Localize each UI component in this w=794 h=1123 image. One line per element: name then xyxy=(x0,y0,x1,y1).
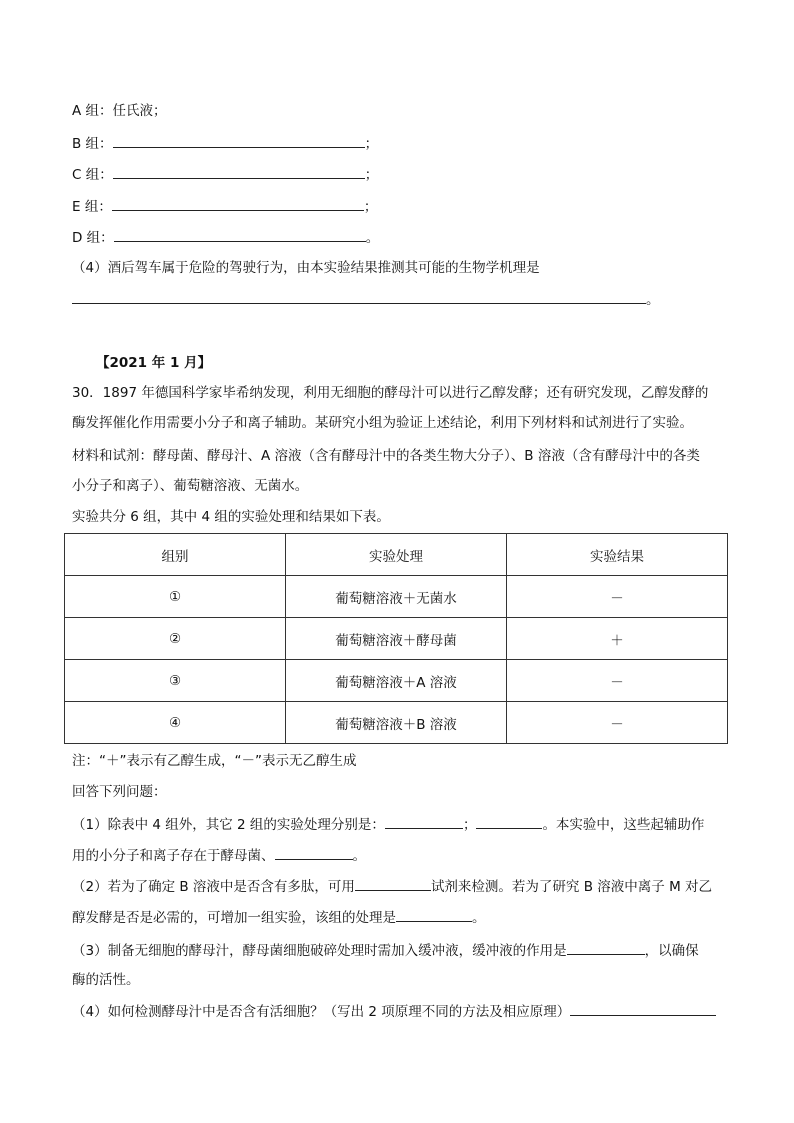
cell-group: ① xyxy=(65,576,286,618)
header-treatment: 实验处理 xyxy=(286,534,507,576)
table-row xyxy=(65,660,728,702)
q3-line-1 xyxy=(72,940,699,961)
cell-treatment: 葡萄糖溶液＋无菌水 xyxy=(286,576,507,618)
period: 。 xyxy=(646,292,660,308)
q2-blank-1[interactable] xyxy=(355,876,431,891)
q1-text-e: 。 xyxy=(352,848,366,864)
table-header-row xyxy=(65,534,728,576)
q1-line-2 xyxy=(72,845,366,866)
cell-treatment: 葡萄糖溶液＋A 溶液 xyxy=(286,660,507,702)
section-heading: 【2021 年 1 月】 xyxy=(96,355,212,371)
prev-q4-text: （4）酒后驾车属于危险的驾驶行为，由本实验结果推测其可能的生物学机理是 xyxy=(72,260,540,276)
q3-blank[interactable] xyxy=(567,940,645,955)
group-d-line xyxy=(72,227,379,248)
semicolon: ； xyxy=(364,167,379,183)
group-c-label: C 组： xyxy=(72,167,113,183)
q4-line xyxy=(72,1001,716,1022)
group-c-line xyxy=(72,164,378,185)
problem-intro-line-1: 30．1897 年德国科学家毕希纳发现，利用无细胞的酵母汁可以进行乙醇发酵；还有研究发现，乙醇发酵的 xyxy=(72,385,709,401)
q2-text-b: 试剂来检测。若为了研究 B 溶液中离子 M 对乙 xyxy=(430,879,713,895)
cell-result: － xyxy=(507,576,728,618)
group-a-line xyxy=(72,101,167,121)
q3-text-a: （3）制备无细胞的酵母汁，酵母菌细胞破碎处理时需加入缓冲液，缓冲液的作用是 xyxy=(72,943,567,959)
cell-group: ② xyxy=(65,618,286,660)
q4-text: （4）如何检测酵母汁中是否含有活细胞？（写出 2 项原理不同的方法及相应原理） xyxy=(72,1004,571,1020)
cell-treatment: 葡萄糖溶液＋酵母菌 xyxy=(286,618,507,660)
materials-line-1: 材料和试剂：酵母菌、酵母汁、A 溶液（含有酵母汁中的各类生物大分子）、B 溶液（含有酵母汁中的各类 xyxy=(72,448,700,464)
table-row xyxy=(65,702,728,744)
table-note: 注：“＋”表示有乙醇生成，“－”表示无乙醇生成 xyxy=(72,753,357,769)
materials-line-2: 小分子和离子）、葡萄糖溶液、无菌水。 xyxy=(72,478,309,494)
group-a-text: A 组：任氏液； xyxy=(72,103,167,119)
q1-text-d: 用的小分子和离子存在于酵母菌、 xyxy=(72,848,275,864)
q1-text-a: （1）除表中 4 组外，其它 2 组的实验处理分别是： xyxy=(72,817,385,833)
q4-blank[interactable] xyxy=(570,1001,716,1016)
q1-blank-3[interactable] xyxy=(275,845,353,860)
table-intro: 实验共分 6 组，其中 4 组的实验处理和结果如下表。 xyxy=(72,509,390,525)
q2-blank-2[interactable] xyxy=(396,907,472,922)
table-row xyxy=(65,618,728,660)
prev-q4-line xyxy=(72,258,540,278)
header-group: 组别 xyxy=(65,534,286,576)
cell-result: － xyxy=(507,660,728,702)
q1-line-1 xyxy=(72,814,704,835)
cell-group: ④ xyxy=(65,702,286,744)
q3-text-b: ，以确保 xyxy=(644,943,699,959)
group-b-blank[interactable] xyxy=(113,133,365,148)
semicolon: ； xyxy=(363,199,378,215)
q1-text-c: 。本实验中，这些起辅助作 xyxy=(542,817,705,833)
q1-blank-2[interactable] xyxy=(476,814,542,829)
group-b-label: B 组： xyxy=(72,136,113,152)
q3-line-2: 酶的活性。 xyxy=(72,972,140,988)
q2-line-1 xyxy=(72,876,712,897)
q1-blank-1[interactable] xyxy=(385,814,463,829)
table-row xyxy=(65,576,728,618)
cell-result: － xyxy=(507,702,728,744)
group-c-blank[interactable] xyxy=(113,164,365,179)
experiment-table xyxy=(64,533,728,744)
problem-intro-line-2: 酶发挥催化作用需要小分子和离子辅助。某研究小组为验证上述结论，利用下列材料和试剂进行了实验。 xyxy=(72,415,693,431)
q2-text-a: （2）若为了确定 B 溶液中是否含有多肽，可用 xyxy=(72,879,355,895)
q2-text-c: 醇发酵是否是必需的，可增加一组实验，该组的处理是 xyxy=(72,910,396,926)
group-e-label: E 组： xyxy=(72,199,112,215)
header-result: 实验结果 xyxy=(507,534,728,576)
q1-text-b: ； xyxy=(462,817,477,833)
semicolon: ； xyxy=(364,136,379,152)
group-e-line xyxy=(72,196,377,217)
cell-treatment: 葡萄糖溶液＋B 溶液 xyxy=(286,702,507,744)
q2-text-d: 。 xyxy=(472,910,486,926)
period: 。 xyxy=(365,230,380,246)
prev-q4-answer-line xyxy=(72,289,660,310)
group-e-blank[interactable] xyxy=(112,196,364,211)
cell-group: ③ xyxy=(65,660,286,702)
prev-q4-blank[interactable] xyxy=(72,289,646,304)
cell-result: ＋ xyxy=(507,618,728,660)
group-d-blank[interactable] xyxy=(114,227,366,242)
q2-line-2 xyxy=(72,907,486,928)
group-d-label: D 组： xyxy=(72,230,114,246)
group-b-line xyxy=(72,133,378,154)
answer-prompt: 回答下列问题： xyxy=(72,784,167,800)
